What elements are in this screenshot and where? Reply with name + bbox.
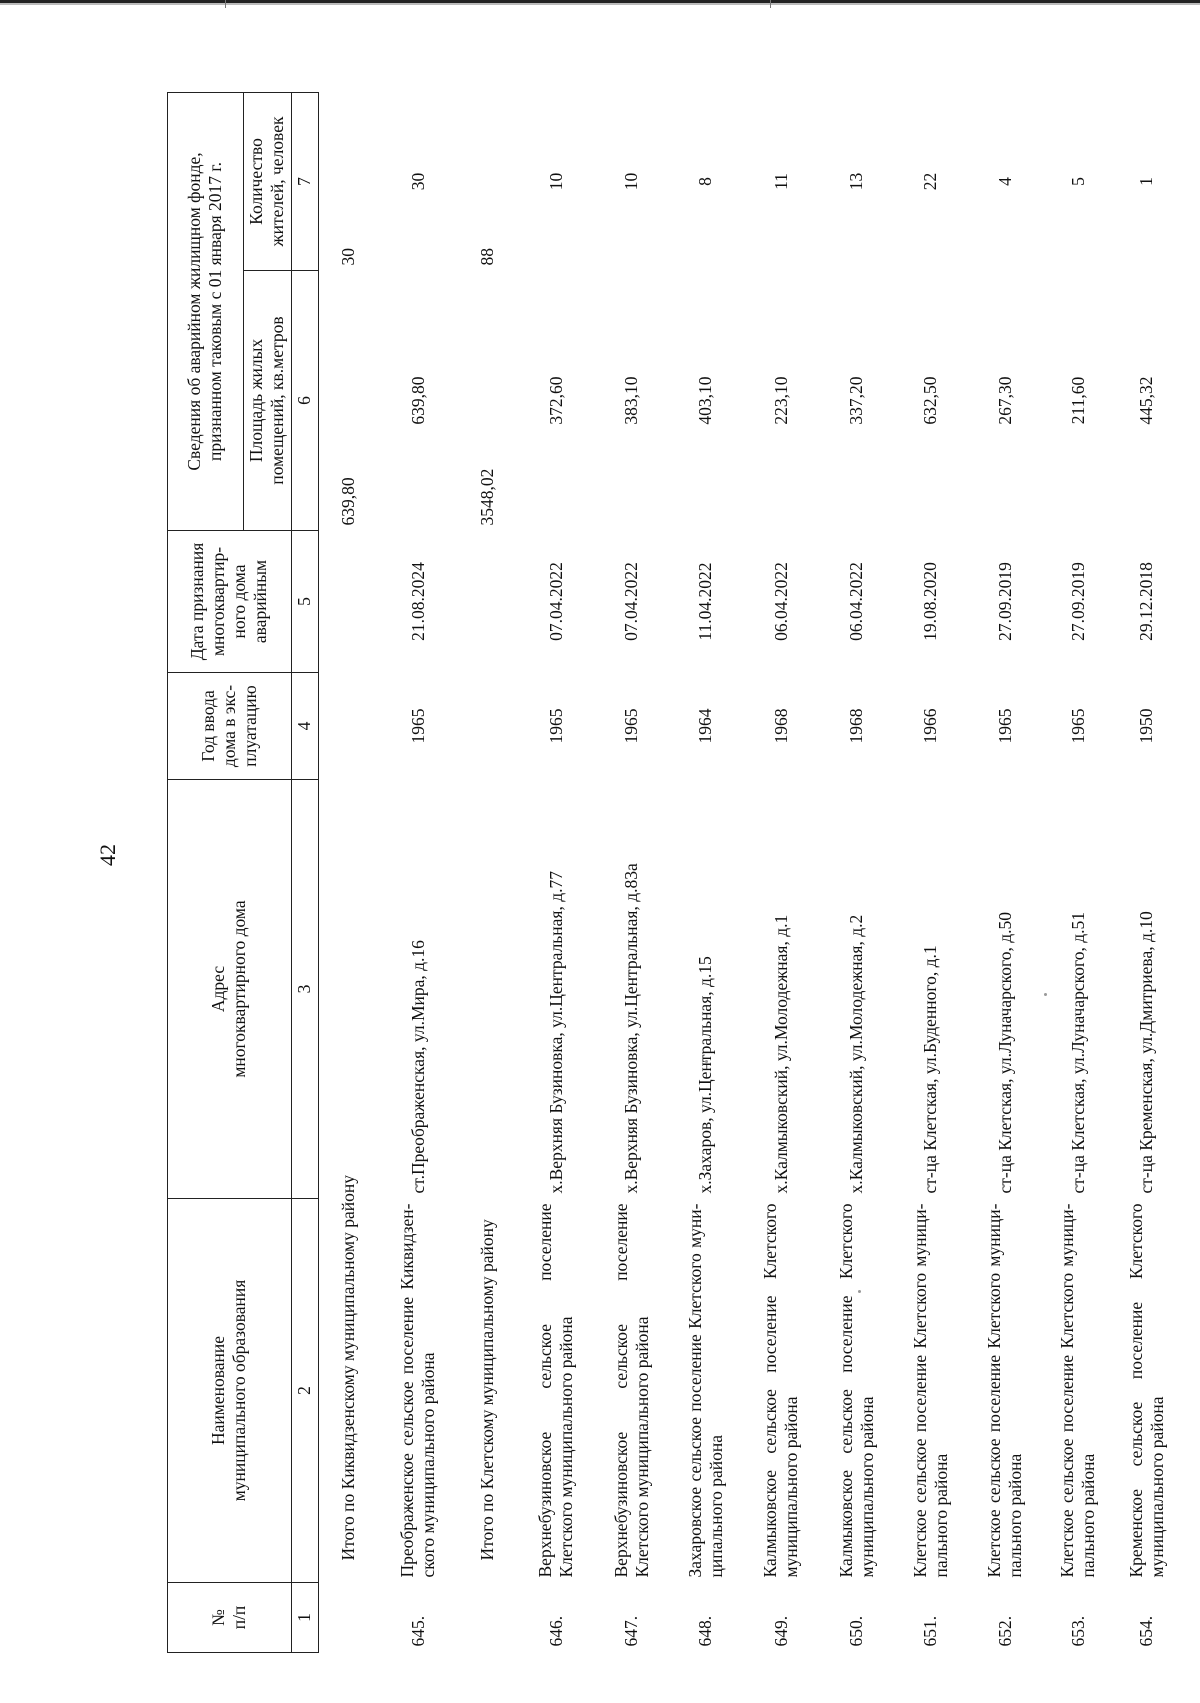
area-cell: 639,80	[338, 477, 359, 526]
row-number: 651.	[920, 1615, 941, 1647]
year-cell: 1965	[621, 708, 642, 744]
column-number-row	[292, 92, 319, 1652]
date-cell: 27.09.2019	[994, 562, 1015, 641]
header-year-label: Год ввода дома в экс- плуатацию	[197, 684, 260, 768]
address-cell: ст-ца Клетская, ул.Луначарского, д.50	[994, 911, 1015, 1194]
people-cell: 4	[994, 177, 1015, 186]
header-address	[168, 780, 292, 1199]
column-number: 3	[292, 780, 319, 1199]
address-cell: ст.Преображенская, ул.Мира, д.16	[407, 940, 428, 1194]
area-cell: 383,10	[621, 376, 642, 425]
header-area	[244, 271, 292, 531]
header-group-label: Сведения об аварийном жилищном фонде, признанном таковым с 01 января 2017 г.	[184, 152, 225, 471]
row-number: 647.	[621, 1615, 642, 1647]
column-number: 2	[292, 1199, 319, 1583]
area-cell: 445,32	[1136, 376, 1157, 425]
municipality-cell: Захаровское сельское поселение Клетского муни-ципального района	[684, 1203, 726, 1578]
column-number: 4	[292, 673, 319, 780]
date-cell: 29.12.2018	[1136, 562, 1157, 641]
district-total-label: Итого по Клетскому муниципальному району	[477, 1219, 498, 1561]
header-date	[168, 531, 292, 673]
municipality-cell: Калмыковское сельское поселение Клетского муниципального района	[760, 1203, 802, 1578]
row-number: 648.	[695, 1615, 716, 1647]
people-cell: 88	[477, 248, 498, 266]
header-num	[168, 1583, 292, 1653]
header-num-label: № п/п	[208, 1605, 249, 1630]
address-cell: х.Калмыковский, ул.Молодежная, д.1	[770, 914, 791, 1194]
row-number: 653.	[1067, 1615, 1088, 1647]
table-row	[379, 92, 458, 1652]
table-header	[168, 92, 319, 1652]
table-row	[669, 92, 743, 1652]
table-row	[968, 92, 1042, 1652]
district-total-row	[319, 92, 380, 1652]
date-cell: 19.08.2020	[920, 562, 941, 641]
header-year	[168, 673, 292, 780]
area-cell: 337,20	[846, 376, 867, 425]
scan-top-shadow	[0, 3, 1200, 5]
emergency-housing-table	[167, 92, 1180, 1653]
column-number: 7	[292, 92, 319, 270]
table-row	[744, 92, 820, 1652]
page-number: 42	[95, 844, 120, 866]
row-num-cell	[319, 1583, 380, 1653]
row-number: 646.	[545, 1615, 566, 1647]
area-cell: 639,80	[407, 376, 428, 425]
row-number: 649.	[770, 1615, 791, 1647]
people-cell: 30	[338, 248, 359, 266]
address-cell: ст-ца Кременская, ул.Дмитриева, д.10	[1136, 911, 1157, 1194]
row-number: 654.	[1136, 1615, 1157, 1647]
area-cell: 403,10	[695, 376, 716, 425]
district-total-label: Итого по Киквидзенскому муниципальному району	[338, 1174, 359, 1561]
municipality-cell: Преображенское сельское поселение Киквидзен-ского муниципального района	[397, 1203, 439, 1578]
header-area-label: Площадь жилых помещений, кв.метров	[246, 316, 287, 485]
area-cell: 223,10	[770, 376, 791, 425]
header-people-label: Количество жителей, человек	[246, 116, 287, 247]
year-cell: 1964	[695, 708, 716, 744]
table-row	[1115, 92, 1180, 1652]
people-cell: 11	[770, 173, 791, 190]
scan-mark	[225, 0, 226, 8]
row-number: 652.	[994, 1615, 1015, 1647]
date-cell: 06.04.2022	[770, 562, 791, 641]
municipality-cell: Кременское сельское поселение Клетского муниципального района	[1125, 1203, 1167, 1578]
table-row	[519, 92, 595, 1652]
scan-mark	[770, 0, 771, 8]
year-cell: 1950	[1136, 708, 1157, 744]
header-group	[168, 92, 244, 530]
date-cell: 27.09.2019	[1067, 562, 1088, 641]
date-cell: 07.04.2022	[621, 562, 642, 641]
people-cell: 30	[407, 172, 428, 191]
column-number: 5	[292, 531, 319, 673]
address-cell: х.Калмыковский, ул.Молодежная, д.2	[846, 914, 867, 1194]
area-cell: 267,30	[994, 376, 1015, 425]
year-cell: 1965	[994, 708, 1015, 744]
column-number: 1	[292, 1583, 319, 1653]
row-number: 645.	[407, 1615, 428, 1647]
address-cell: х.Верхняя Бузиновка, ул.Центральная, д.83а	[621, 863, 642, 1194]
column-number: 6	[292, 271, 319, 531]
area-cell: 3548,02	[477, 468, 498, 526]
people-cell: 8	[695, 177, 716, 186]
municipality-cell: Клетское сельское поселение Клетского муници-пального района	[984, 1203, 1026, 1578]
year-cell: 1965	[407, 708, 428, 744]
date-cell: 11.04.2022	[695, 562, 716, 641]
date-cell: 07.04.2022	[545, 562, 566, 641]
area-cell: 211,60	[1067, 376, 1088, 425]
table-body	[319, 92, 1181, 1652]
year-cell: 1965	[1067, 708, 1088, 744]
year-cell: 1965	[545, 708, 566, 744]
people-cell: 1	[1136, 177, 1157, 186]
municipality-cell: Клетское сельское поселение Клетского муници-пального района	[909, 1203, 951, 1578]
row-num-cell	[458, 1583, 519, 1653]
table-row	[595, 92, 669, 1652]
people-cell: 10	[621, 172, 642, 191]
table-row	[894, 92, 968, 1652]
year-cell: 1968	[846, 708, 867, 744]
municipality-cell: Верхнебузиновское сельское поселение Клетского муниципального района	[535, 1203, 577, 1578]
people-cell: 5	[1067, 177, 1088, 186]
header-mo-label: Наименование муниципального образования	[208, 1279, 249, 1502]
table-row	[1043, 92, 1115, 1652]
row-number: 650.	[846, 1615, 867, 1647]
people-cell: 22	[920, 172, 941, 191]
date-cell: 21.08.2024	[407, 562, 428, 641]
table-row	[820, 92, 894, 1652]
header-date-label: Дата признания многоквартир- ного дома аварийным	[187, 542, 270, 661]
date-cell: 06.04.2022	[846, 562, 867, 641]
municipality-cell: Калмыковское сельское поселение Клетского муниципального района	[835, 1203, 877, 1578]
municipality-cell: Клетское сельское поселение Клетского муници-пального района	[1057, 1203, 1099, 1578]
year-cell: 1968	[770, 708, 791, 744]
district-total-row	[458, 92, 519, 1652]
area-cell: 372,60	[545, 376, 566, 425]
address-cell: ст-ца Клетская, ул.Луначарского, д.51	[1067, 911, 1088, 1194]
area-cell: 632,50	[920, 376, 941, 425]
address-cell: х.Верхняя Бузиновка, ул.Центральная, д.77	[545, 871, 566, 1194]
header-people	[244, 92, 292, 270]
address-cell: ст-ца Клетская, ул.Буденного, д.1	[920, 945, 941, 1194]
rotated-table-container	[167, 93, 1180, 1653]
year-cell: 1966	[920, 708, 941, 744]
people-cell: 10	[545, 172, 566, 191]
people-cell: 13	[846, 172, 867, 191]
municipality-cell: Верхнебузиновское сельское поселение Клетского муниципального района	[610, 1203, 652, 1578]
header-address-label: Адрес многоквартирного дома	[208, 900, 249, 1078]
header-mo	[168, 1199, 292, 1583]
address-cell: х.Захаров, ул.Центральная, д.15	[695, 956, 716, 1194]
